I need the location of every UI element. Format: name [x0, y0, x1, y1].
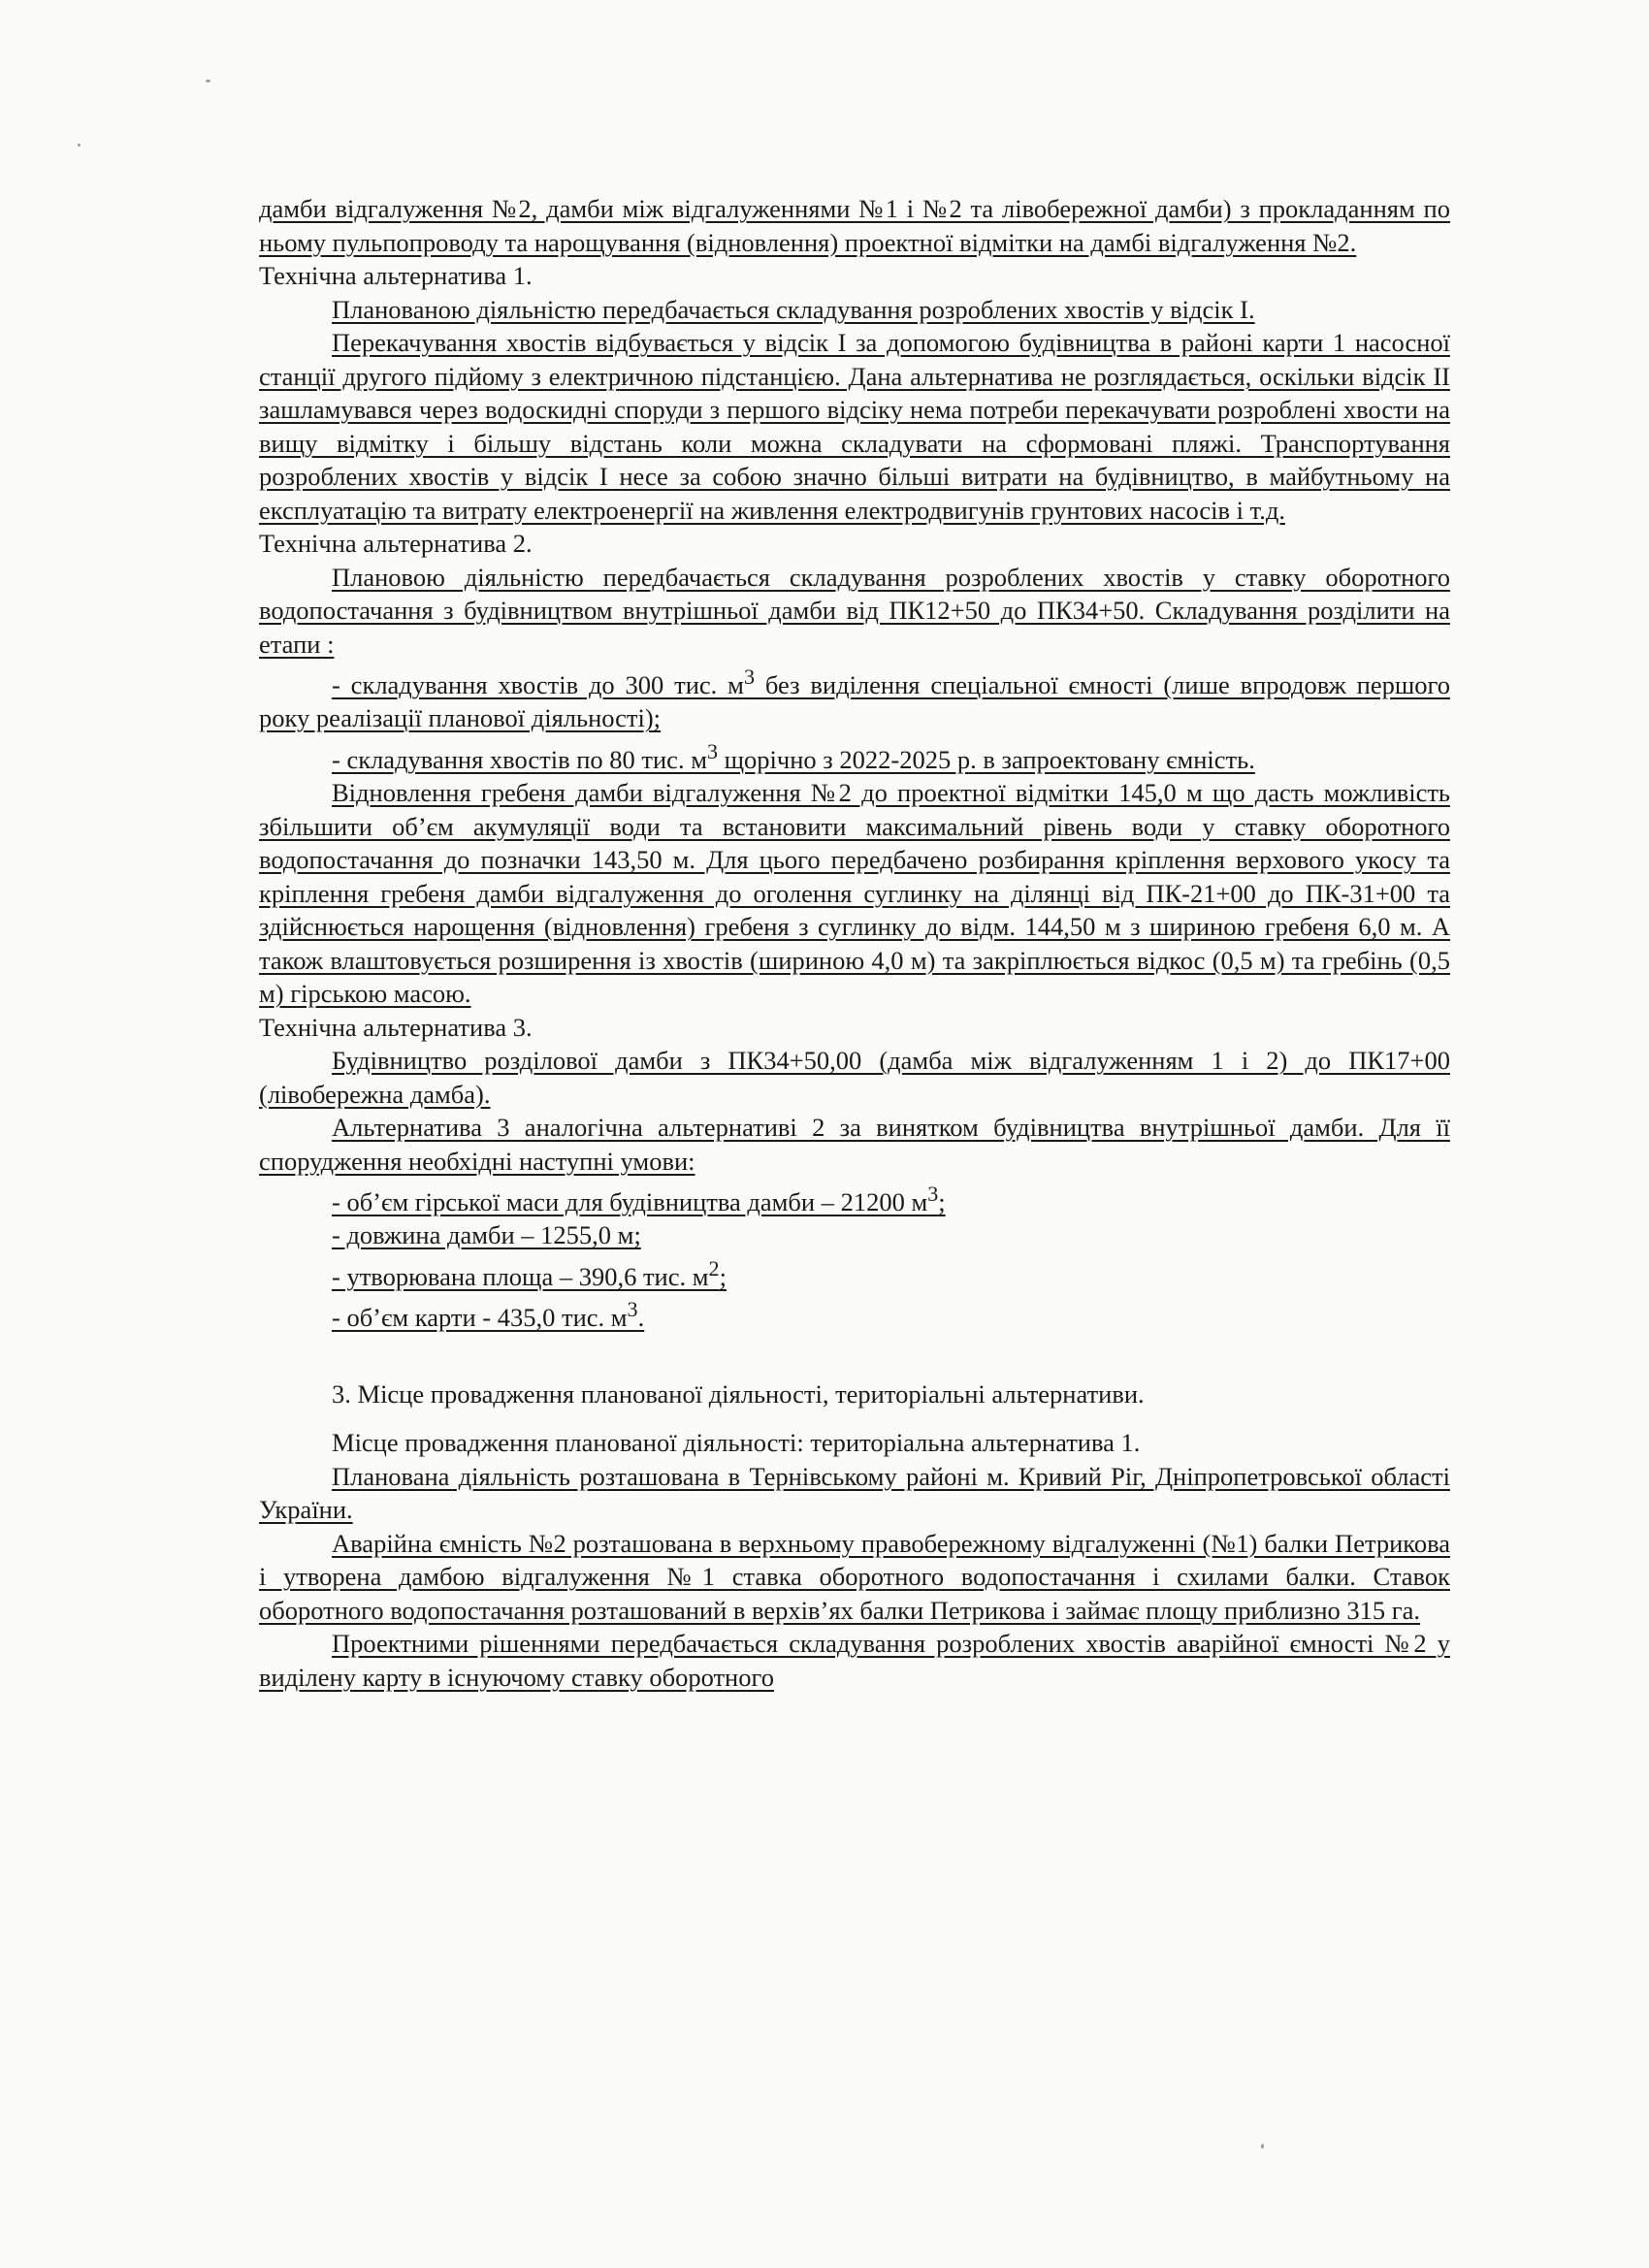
section3-paragraph-3: Аварійна ємність №2 розташована в верхньому правобережному відгалуженні (№1) балки Петрикова і утворена дамбою відгалуження №1 ставка оборотного водопостачання і схилами балки. Ставок оборотного водопостачання розташований в верхів’ях балки Петрикова і займає площу приблизно 315 га. — [259, 1528, 1450, 1625]
alt3-list-item-2: - довжина дамби – 1255,0 м; — [332, 1220, 641, 1250]
alt3-heading: Технічна альтернатива 3. — [259, 1012, 533, 1042]
section3-heading: 3. Місце провадження планованої діяльності, територіальні альтернативи. — [332, 1378, 1145, 1409]
alt3-li1-rest: ; — [938, 1186, 946, 1216]
scan-speck — [78, 144, 81, 146]
alt1-paragraph-2: Перекачування хвостів відбувається у відсік І за допомогою будівництва в районі карти 1 насосної станції другого підйому з електричною підстанцією. Дана альтернатива не розглядається, оскільки відсік ІІ зашламувався через водоскидні споруди з першого відсіку нема потреби перекачувати розроблені хвости на вищу відмітку і більшу відстань коли можна складувати на сформовані пляжі. Транспортування розроблених хвостів у відсік І несе за собою значно більші витрати на будівництво, в майбутньому на експлуатацію та витрату електроенергії на живлення електродвигунів грунтових насосів і т.д. — [259, 328, 1450, 525]
alt2-li1-text: - складування хвостів до 300 тис. м — [332, 669, 744, 699]
alt2-list-item-1 — [259, 661, 1450, 735]
section3-paragraph-2: Планована діяльність розташована в Тернівському районі м. Кривий Ріг, Дніпропетровської області України. — [259, 1461, 1450, 1525]
document-page — [259, 192, 1450, 1694]
alt3-li4-sup: 3 — [627, 1297, 638, 1322]
alt3-list-item-1 — [259, 1178, 1450, 1218]
alt3-li4-text: - об’єм карти - 435,0 тис. м — [332, 1303, 628, 1333]
alt2-li1-sup: 3 — [743, 664, 755, 689]
alt3-li3-text: - утворювана площа – 390,6 тис. м — [332, 1261, 709, 1291]
alt3-list-item-4 — [259, 1293, 1450, 1334]
alt1-heading: Технічна альтернатива 1. — [259, 261, 533, 290]
alt2-paragraph-2: Відновлення гребеня дамби відгалуження №2 до проектної відмітки 145,0 м що дасть можливість збільшити об’єм акумуляції води та встановити максимальний рівень води у ставку оборотного водопостачання до позначки 143,50 м. Для цього передбачено розбирання кріплення верхового укосу та кріплення гребеня дамби відгалуження до оголення суглинку на ділянці від ПК-21+00 до ПК-31+00 та здійснюється нарощення (відновлення) гребеня з суглинку до відм. 144,50 м з шириною гребеня 6,0 м. А також влаштовується розширення із хвостів (шириною 4,0 м) та закріплюється відкос (0,5 м) та гребінь (0,5 м) гірською масою. — [259, 778, 1450, 1009]
scan-speck — [206, 80, 210, 82]
alt2-li2-text: - складування хвостів по 80 тис. м — [332, 744, 707, 774]
alt2-li2-sup: 3 — [706, 738, 719, 763]
alt3-paragraph-2: Альтернатива 3 аналогічна альтернативі 2 за винятком будівництва внутрішньої дамби. Для її спорудження необхідні наступні умови: — [259, 1113, 1450, 1176]
alt3-li3-sup: 2 — [708, 1255, 720, 1280]
alt2-paragraph-1: Плановою діяльністю передбачається складування розроблених хвостів у ставку оборотного водопостачання з будівництвом внутрішньої дамби від ПК12+50 до ПК34+50. Складування розділити на етапи : — [259, 562, 1450, 659]
alt3-li1-text: - об’єм гірської маси для будівництва дамби – 21200 м — [332, 1186, 928, 1216]
section3-paragraph-4: Проектними рішеннями передбачається складування розроблених хвостів аварійної ємності №2 у виділену карту в існуючому ставку оборотного — [259, 1629, 1450, 1692]
alt3-li4-rest: . — [637, 1303, 645, 1333]
intro-paragraph: дамби відгалуження №2, дамби між відгалуженнями №1 і №2 та лівобережної дамби) з прокладанням по ньому пульпопроводу та нарощування (відновлення) проектної відмітки на дамбі відгалуження №2. — [259, 194, 1450, 257]
alt3-li3-rest: ; — [719, 1261, 727, 1291]
scan-speck — [1261, 2144, 1264, 2149]
section3-paragraph-1: Місце провадження планованої діяльності: територіальна альтернатива 1. — [332, 1428, 1141, 1458]
alt3-paragraph-1: Будівництво розділової дамби з ПК34+50,00 (дамба між відгалуженням 1 і 2) до ПК17+00 (лівобережна дамба). — [259, 1046, 1450, 1109]
alt3-list-item-3 — [259, 1252, 1450, 1293]
alt2-heading: Технічна альтернатива 2. — [259, 529, 533, 558]
alt2-li2-rest: щорічно з 2022-2025 р. в запроектовану ємність. — [718, 744, 1255, 774]
alt3-li1-sup: 3 — [927, 1182, 939, 1207]
alt2-li1-rest: без виділення спеціальної ємності (лише впродовж першого року реалізації планової діяльності); — [259, 669, 1450, 733]
alt1-paragraph-1: Планованою діяльністю передбачається складування розроблених хвостів у відсік І. — [332, 294, 1255, 324]
alt2-list-item-2 — [259, 735, 1450, 776]
